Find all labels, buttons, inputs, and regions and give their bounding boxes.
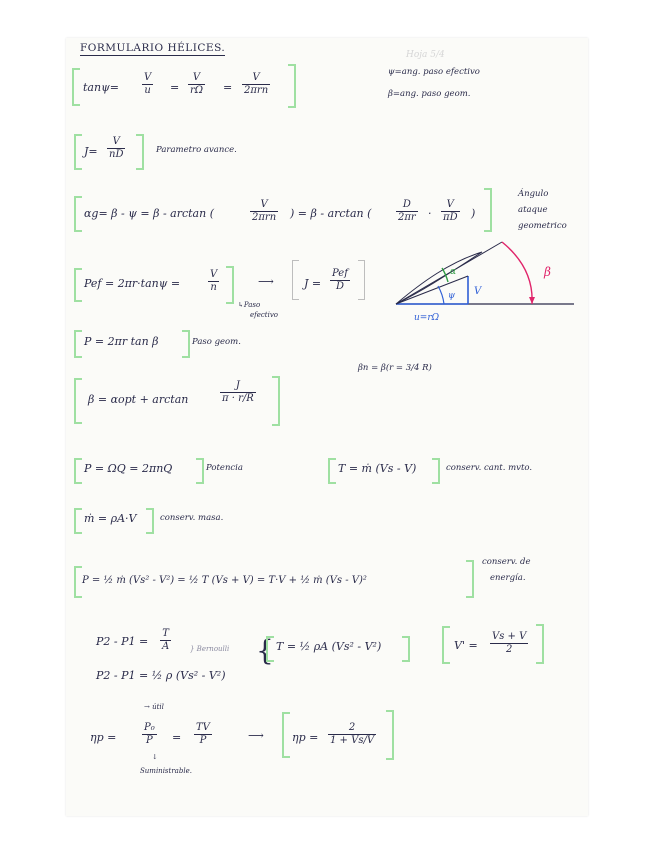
bracket-left xyxy=(292,260,299,300)
thrust-note: conserv. cant. mvto. xyxy=(446,463,533,473)
tan-frac-2: $\frac{V}{r\Omega}$ xyxy=(190,72,204,96)
bracket-left xyxy=(266,636,274,662)
eta-arrow: ⟶ xyxy=(248,729,264,742)
eta-eq: = xyxy=(172,731,182,744)
bracket-right xyxy=(146,508,154,534)
v-label: V xyxy=(474,286,482,297)
pef-sub-2: efectivo xyxy=(250,311,279,319)
potencia-note: Potencia xyxy=(206,463,243,473)
pef-frac: $\frac{V}{n}$ xyxy=(210,269,218,293)
tan-eq-2: = xyxy=(223,81,233,94)
alpha-dot: · xyxy=(428,207,432,220)
def-psi: ψ=ang. paso efectivo xyxy=(388,67,480,77)
paso-formula: P = 2πr tan β xyxy=(84,335,159,348)
j-lhs: J= xyxy=(84,145,98,158)
alpha-mid: ) = β - arctan ( xyxy=(290,207,372,220)
w-vector xyxy=(396,276,468,304)
bracket-right xyxy=(386,710,394,760)
bracket-left xyxy=(442,626,450,664)
eta-sum-label: Suministrable. xyxy=(140,767,192,775)
bracket-right xyxy=(402,636,410,662)
pef-lhs: Pef = 2πr·tanψ = xyxy=(84,277,181,290)
bracket-right xyxy=(196,458,204,484)
beta-frac: $\frac{J}{\pi \cdot r/R}$ xyxy=(222,380,254,404)
bracket-right xyxy=(484,188,492,232)
energia-note-2: energía. xyxy=(490,573,526,583)
u-label: u=rΩ xyxy=(414,313,440,323)
energia-note-1: conserv. de xyxy=(482,557,531,567)
alpha-end: ) xyxy=(471,207,476,220)
eta-frac-2: $\frac{TV}{P}$ xyxy=(196,722,210,746)
bracket-left xyxy=(74,566,82,598)
bern-brace: { xyxy=(256,634,274,667)
thrust-formula: T = ṁ (Vs - V) xyxy=(338,462,417,475)
bracket-right xyxy=(432,458,440,484)
pef-right-lhs: J = xyxy=(304,277,322,290)
beta-label: β xyxy=(544,265,551,279)
eta-right-frac: $\frac{2}{1 + Vs/V}$ xyxy=(330,722,375,746)
bracket-right xyxy=(536,624,544,664)
psi-arc xyxy=(438,286,444,304)
beta-arrowhead xyxy=(529,297,535,304)
bracket-left xyxy=(74,458,82,484)
beta-lhs: β = αopt + arctan xyxy=(88,393,189,406)
bern-frac: $\frac{T}{A}$ xyxy=(162,628,170,652)
bracket-right xyxy=(136,134,144,170)
bracket-left xyxy=(282,712,290,758)
bracket-left xyxy=(74,134,82,170)
bracket-right xyxy=(288,64,296,108)
bern-line-1: P2 - P1 = xyxy=(96,635,149,648)
vprime-lhs: V' = xyxy=(454,639,478,652)
alpha-lhs: αg= β - ψ = β - arctan ( xyxy=(84,207,214,220)
j-frac: $\frac{V}{nD}$ xyxy=(109,136,124,160)
bracket-left xyxy=(74,378,82,424)
bracket-right xyxy=(182,330,190,358)
bracket-left xyxy=(74,196,82,232)
tan-lhs: tanψ= xyxy=(83,81,119,94)
bracket-left xyxy=(74,268,82,302)
bern-line-2: P2 - P1 = ½ ρ (Vs² - V²) xyxy=(96,669,226,682)
tan-frac-3: V 2πrn xyxy=(244,72,269,96)
bracket-right xyxy=(466,560,474,598)
beta-arc xyxy=(502,242,532,304)
alpha-frac-2: $\frac{D}{2\pi r}$ xyxy=(398,199,416,223)
page-title: FORMULARIO HÉLICES. xyxy=(80,42,226,54)
j-note: Parametro avance. xyxy=(156,145,237,155)
pef-arrow: ⟶ xyxy=(258,275,274,288)
eta-right-lhs: ηp = xyxy=(292,731,319,744)
vprime-frac: $\frac{Vs + V}{2}$ xyxy=(492,631,527,655)
velocity-triangle-diagram xyxy=(384,228,584,328)
bracket-left xyxy=(74,330,82,358)
bracket-right xyxy=(226,266,234,304)
alpha-frac-1: V 2πrn xyxy=(252,199,277,223)
paso-note: Paso geom. xyxy=(192,337,241,347)
bracket-right xyxy=(272,376,280,426)
bracket-left xyxy=(72,68,80,106)
bracket-left xyxy=(328,458,336,484)
energia-formula: P = ½ ṁ (Vs² - V²) = ½ T (Vs + V) = T·V + ½ ṁ (Vs - V)² xyxy=(82,575,367,586)
alpha-note-3: geometrico xyxy=(518,221,567,231)
alpha-label: α xyxy=(450,267,457,277)
eta-util: → útil xyxy=(144,703,164,711)
alpha-note-1: Ángulo xyxy=(518,189,549,199)
bracket-right xyxy=(358,260,365,300)
bern-label: } Bernoulli xyxy=(190,645,230,653)
pef-sub-1: ↳Paso xyxy=(238,301,261,309)
masa-formula: ṁ = ρA·V xyxy=(84,512,137,525)
potencia-formula: P = ΩQ = 2πnQ xyxy=(84,462,173,475)
bracket-left xyxy=(74,508,82,534)
masa-note: conserv. masa. xyxy=(160,513,224,523)
eta-lhs: ηp = xyxy=(90,731,117,744)
tan-frac-1: $\frac{V}{u}$ xyxy=(144,72,152,96)
pef-right-frac: Pef D xyxy=(332,268,348,292)
tan-eq-1: = xyxy=(170,81,180,94)
bern-result: T = ½ ρA (Vs² - V²) xyxy=(276,640,382,653)
psi-label: ψ xyxy=(448,291,456,301)
beta-aside: βn = β(r = 3/4 R) xyxy=(358,363,432,373)
alpha-note-2: ataque xyxy=(518,205,548,215)
notebook-page xyxy=(66,38,588,816)
alpha-frac-3: $\frac{V}{\pi D}$ xyxy=(443,199,458,223)
faint-note: Hoja 5/4 xyxy=(406,50,445,60)
eta-sum-arrow: ↓ xyxy=(152,753,158,761)
def-beta: β=ang. paso geom. xyxy=(388,89,471,99)
eta-frac-1: $\frac{\text{P₀}}{P}$ xyxy=(144,722,155,746)
